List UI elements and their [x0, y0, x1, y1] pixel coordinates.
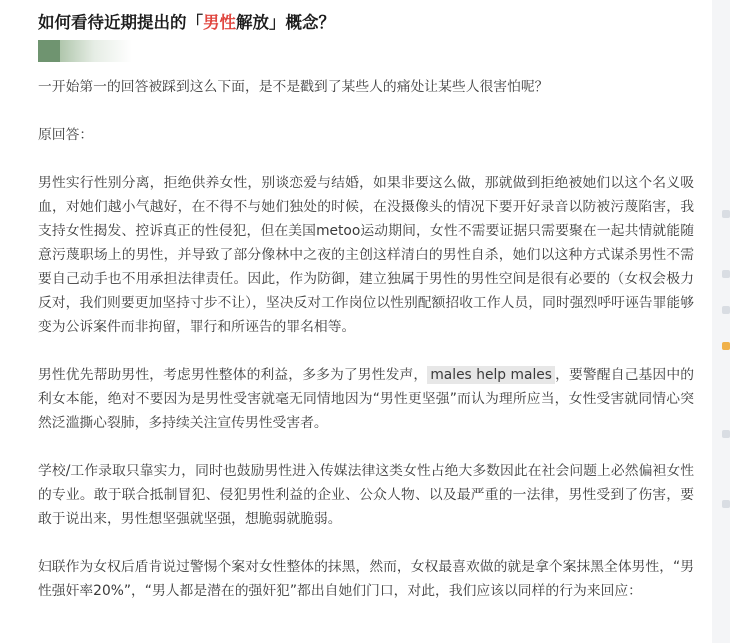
title-suffix: 解放」概念？ [236, 13, 335, 32]
title-highlight: 男性 [203, 13, 236, 32]
answer-paragraph-4: 妇联作为女权后盾肯说过警惕个案对女性整体的抹黑，然而，女权最喜欢做的就是拿个案抹黑全体男性，“男性强奸率20%”，“男人都是潜在的强奸犯”都出自她们门口，对此，我们应该以同样的行为来回应： [38, 559, 694, 599]
sidebar-dot [722, 210, 730, 218]
answer-preface: 一开始第一的回答被踩到这么下面，是不是戳到了某些人的痛处让某些人很害怕呢？ [38, 79, 549, 95]
sidebar-dot [722, 342, 730, 350]
highlighted-phrase: males help males [427, 366, 555, 384]
sidebar-dot [722, 500, 730, 508]
paragraph-2-text-end: ，要警醒自己基因中的利女本能，绝对不要因为是男性受害就毫无同情地因为“男性更坚强”而认为理所应当，女性受害就同情心突然泛滥撕心裂肺，多持续关注宣传男性受害者。 [38, 367, 695, 431]
answer-paragraph-1: 男性实行性别分离，拒绝供养女性，别谈恋爱与结婚，如果非要这么做，那就做到拒绝被她们以这个名义吸血，对她们越小气越好，在不得不与她们独处的时候，在没摄像头的情况下要开好录音以防被污蔑陷害，我支持女性揭发、控诉真正的性侵犯，但在美国metoo运动期间，女性不需要证据只需要聚在一起共情就能随意污蔑职场上的男性，并导致了部分像林中之夜的主创这样清白的男性自杀，她们以这种方式谋杀男性不需要自己动手也不用承担法律责任。因此，作为防御，建立独属于男性的男性空间是很有必要的（女权会极力反对，我们则要更加坚持寸步不让），坚决反对工作岗位以性别配额招收工作人员，同时强烈呼吁诬告罪能够变为公诉案件而非拘留，罪行和所诬告的罪名相等。 [38, 175, 694, 335]
question-title[interactable] [38, 10, 335, 36]
right-sidebar-edge [712, 0, 730, 643]
answer-body [38, 75, 694, 627]
answer-paragraph-2 [38, 363, 694, 435]
title-prefix: 如何看待近期提出的「 [38, 13, 203, 32]
author-avatar[interactable] [38, 40, 132, 62]
answer-paragraph-3: 学校/工作录取只靠实力，同时也鼓励男性进入传媒法律这类女性占绝大多数因此在社会问题上必然偏袒女性的专业。敢于联合抵制冒犯、侵犯男性利益的企业、公众人物、以及最严重的一法律，男性受到了伤害，要敢于说出来，男性想坚强就坚强，想脆弱就脆弱。 [38, 463, 694, 527]
sidebar-dot [722, 270, 730, 278]
original-answer-label: 原回答： [38, 127, 94, 143]
sidebar-dot [722, 306, 730, 314]
paragraph-2-text-start: 男性优先帮助男性，考虑男性整体的利益，多多为了男性发声， [38, 367, 428, 383]
sidebar-dot [722, 430, 730, 438]
